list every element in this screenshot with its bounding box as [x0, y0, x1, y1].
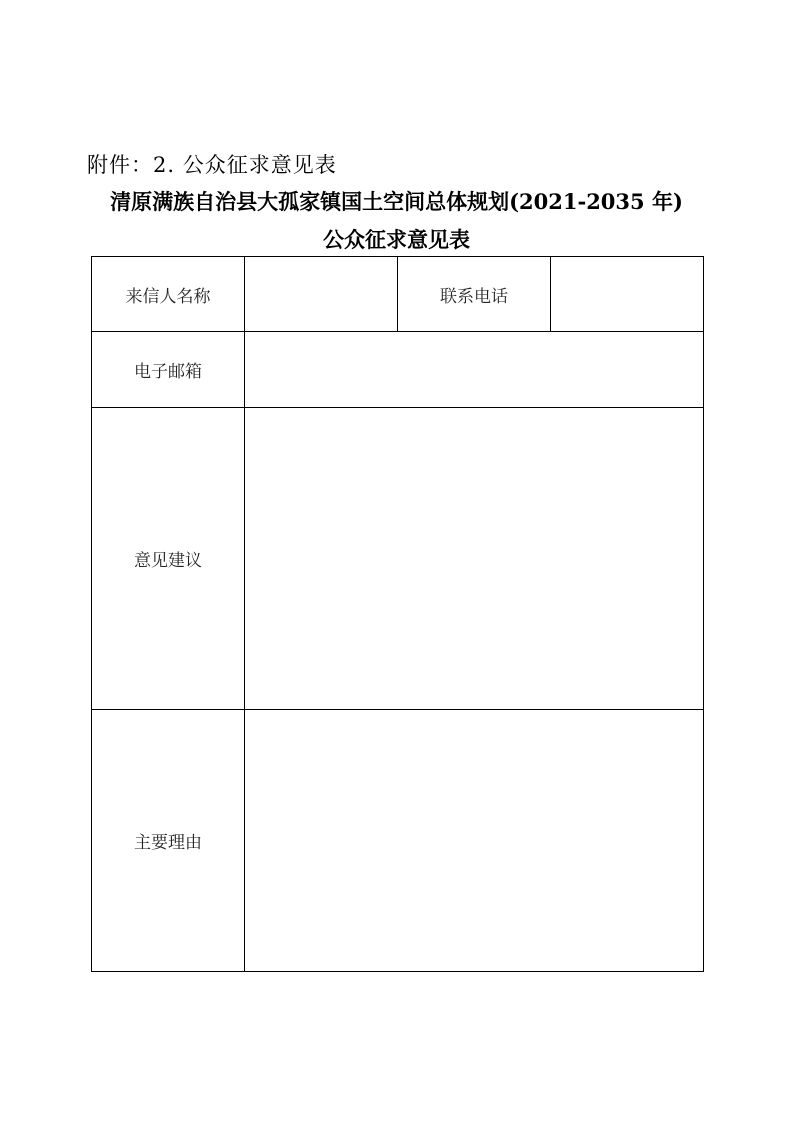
sender-name-field[interactable]: [245, 257, 398, 332]
suggestion-label: 意见建议: [92, 408, 245, 710]
reason-row: [92, 710, 704, 972]
suggestion-row: [92, 408, 704, 710]
document-title: 清原满族自治县大孤家镇国土空间总体规划(2021-2035 年): [110, 189, 683, 214]
email-field[interactable]: [245, 332, 704, 408]
email-row: [92, 332, 704, 408]
document-subtitle: 公众征求意见表: [323, 227, 470, 252]
reason-label: 主要理由: [92, 710, 245, 972]
sender-name-label: 来信人名称: [92, 257, 245, 332]
suggestion-field[interactable]: [245, 408, 704, 710]
phone-field[interactable]: [551, 257, 704, 332]
reason-field[interactable]: [245, 710, 704, 972]
feedback-form-table: [91, 256, 704, 972]
attachment-label: 附件：2. 公众征求意见表: [87, 153, 337, 177]
phone-label: 联系电话: [398, 257, 551, 332]
sender-row: [92, 257, 704, 332]
email-label: 电子邮箱: [92, 332, 245, 408]
